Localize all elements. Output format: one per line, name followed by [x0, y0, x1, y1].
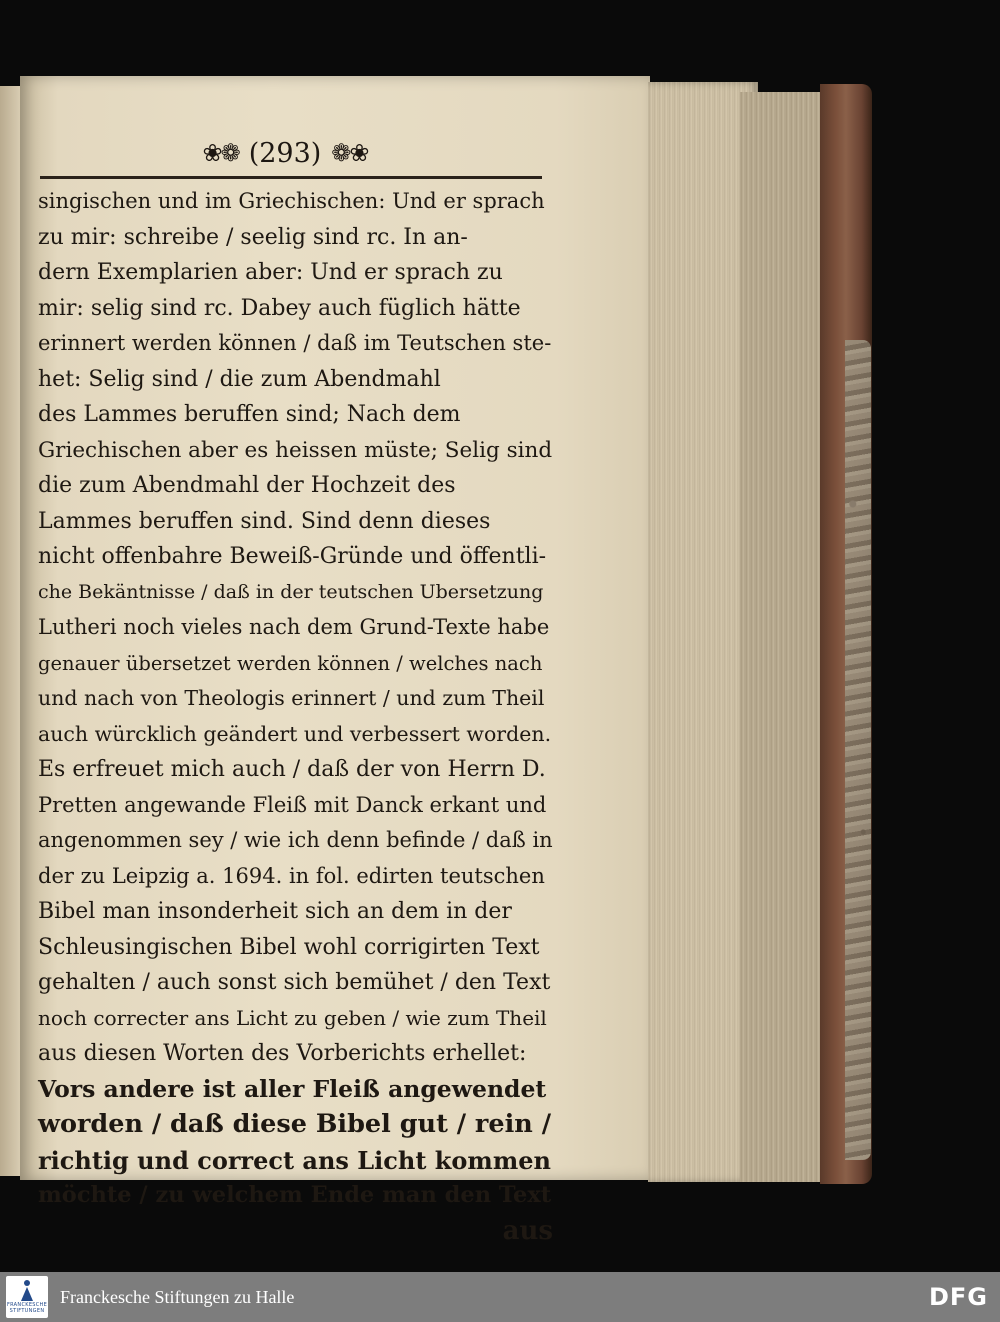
- text-line: noch correcter ans Licht zu geben / wie zum Theil: [38, 1005, 547, 1030]
- text-line: angenommen sey / wie ich denn befinde / daß in: [38, 828, 553, 852]
- catchword: aus: [502, 1215, 553, 1246]
- logo-text: FRANCKESCHE STIFTUNGEN: [6, 1302, 48, 1314]
- text-line: die zum Abendmahl der Hochzeit des: [38, 473, 456, 498]
- text-line: Lammes beruffen sind. Sind denn dieses: [38, 508, 491, 534]
- text-line: Pretten angewande Fleiß mit Danck erkant und: [38, 792, 547, 817]
- text-line: genauer übersetzet werden können / welches nach: [38, 651, 543, 675]
- text-line: che Bekäntnisse / daß in der teutschen Ubersetzung: [38, 580, 544, 603]
- text-line: der zu Leipzig a. 1694. in fol. edirten teutschen: [38, 863, 545, 888]
- page-number: (293): [248, 137, 322, 169]
- text-line: aus diesen Worten des Vorberichts erhellet:: [38, 1041, 527, 1066]
- text-line: singischen und im Griechischen: Und er sprach: [38, 189, 545, 213]
- text-line: dern Exemplarien aber: Und er sprach zu: [38, 260, 503, 285]
- text-line: Griechischen aber es heissen müste; Selig sind: [38, 437, 553, 463]
- text-line: Es erfreuet mich auch / daß der von Herrn D.: [38, 757, 546, 782]
- text-line-emphasis: möchte / zu welchem Ende man den Text: [38, 1182, 552, 1208]
- text-line: zu mir: schreibe / seelig sind rc. In an-: [38, 224, 468, 250]
- text-line: erinnert werden können / daß im Teutschen ste-: [38, 331, 552, 355]
- viewer-footer: [0, 1272, 1000, 1322]
- dfg-logo[interactable]: DFG: [928, 1283, 988, 1311]
- text-line: Schleusingischen Bibel wohl corrigirten Text: [38, 934, 540, 960]
- text-line: mir: selig sind rc. Dabey auch füglich hätte: [38, 295, 521, 321]
- marbled-cover: [845, 340, 871, 1160]
- text-line-emphasis: Vors andere ist aller Fleiß angewendet: [38, 1074, 547, 1103]
- text-line: gehalten / auch sonst sich bemühet / den Text: [38, 970, 551, 995]
- institution-name: Franckesche Stiftungen zu Halle: [60, 1286, 295, 1307]
- ornament-right: ❁❀: [331, 139, 368, 167]
- text-line: des Lammes beruffen sind; Nach dem: [38, 402, 461, 427]
- logo-figure-icon: [20, 1280, 34, 1302]
- franckesche-logo[interactable]: [6, 1276, 48, 1318]
- text-line: het: Selig sind / die zum Abendmahl: [38, 366, 441, 392]
- header-rule: [40, 176, 542, 179]
- text-line: Bibel man insonderheit sich an dem in der: [38, 899, 512, 924]
- ornament-left: ❀❁: [202, 139, 239, 167]
- left-page-edge: [0, 86, 20, 1176]
- text-line: nicht offenbahre Beweiß-Gründe und öffentli-: [38, 544, 547, 569]
- body-text: [38, 184, 553, 1249]
- text-line-emphasis: richtig und correct ans Licht kommen: [38, 1145, 551, 1175]
- text-line-emphasis: worden / daß diese Bibel gut / rein /: [38, 1109, 552, 1139]
- text-line: auch würcklich geändert und verbessert worden.: [38, 721, 552, 746]
- text-line: Lutheri noch vieles nach dem Grund-Texte habe: [38, 615, 550, 639]
- text-line: und nach von Theologis erinnert / und zum Theil: [38, 686, 545, 710]
- page-header: [190, 133, 380, 173]
